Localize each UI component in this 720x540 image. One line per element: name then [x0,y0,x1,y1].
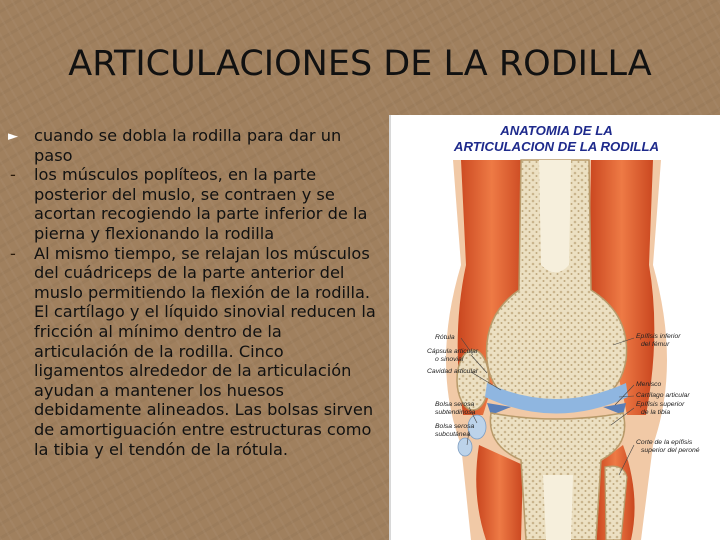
label-epifisis-tibia-2: de la tibia [641,409,671,416]
label-capsula-2: o sinovial [435,356,464,363]
dash-bullet-icon: - [10,243,16,263]
label-cavidad: Cavidad articular [427,368,478,375]
slide-title: ARTICULACIONES DE LA RODILLA [68,44,652,84]
label-cartilago: Cartílago articular [636,392,690,399]
bullet-list [8,126,378,459]
label-bolsa-1b: subtendinosa [435,409,476,416]
label-bolsa-2a: Bolsa serosa [435,423,475,430]
label-epifisis-femur-1: Epífisis inferior [636,333,681,340]
label-epifisis-femur-2: del fémur [641,341,670,348]
bullet-item-3 [8,244,378,460]
knee-illustration [391,115,720,540]
label-bolsa-1a: Bolsa serosa [435,401,475,408]
bullet-item-2 [8,165,378,243]
label-capsula-1: Cápsula articular [427,348,478,355]
knee-anatomy-figure [389,115,720,540]
figure-title [391,123,720,155]
arrow-bullet-icon: ► [8,129,18,144]
bullet-text-1: cuando se dobla la rodilla para dar un paso [34,126,342,165]
label-menisco: Menisco [636,381,662,388]
label-perone-1: Corte de la epífisis [636,439,693,446]
label-rotula: Rótula [435,334,455,341]
label-epifisis-tibia-1: Epífisis superior [636,401,685,408]
figure-title-line-1: ANATOMIA DE LA [500,123,613,138]
figure-title-line-2: ARTICULACION DE LA RODILLA [453,139,660,154]
label-bolsa-2b: subcutánea [435,431,471,438]
bullet-text-3: Al mismo tiempo, se relajan los músculos del cuádriceps de la parte anterior del muslo permitiendo la flexión de la rodilla. El cartílago y el líquido sinovial reducen la fricción al mínimo dentro de la articulación de la rodilla. Cinco ligamentos alrededor de la articulación ayudan a mantener los huesos debidamente alineados. Las bolsas sirven de amortiguación entre estructuras como la tibia y el tendón de la rótula. [34,243,376,459]
bullet-item-1 [8,126,378,165]
dash-bullet-icon: - [10,165,16,185]
bullet-text-2: los músculos poplíteos, en la parte posterior del muslo, se contraen y se acortan recogiendo la parte inferior de la pierna y flexionando la rodilla [34,165,368,243]
label-perone-2: superior del peroné [641,447,700,454]
